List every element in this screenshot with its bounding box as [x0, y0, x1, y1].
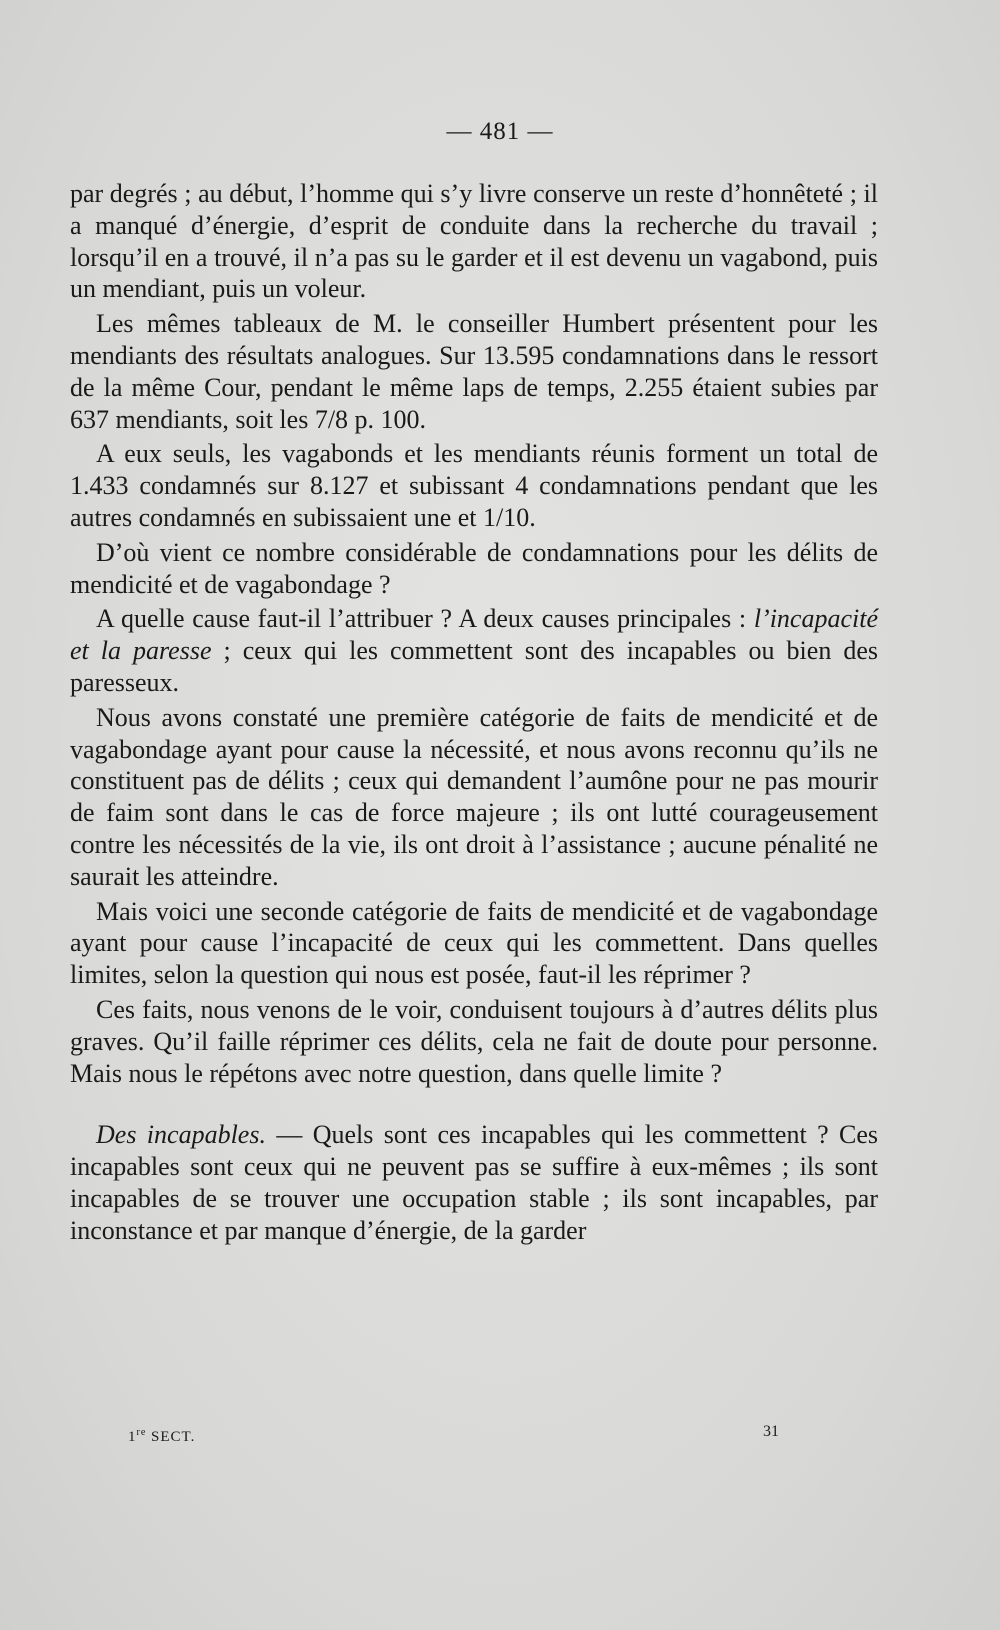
paragraph-5-italic: l’incapacité et la paresse: [70, 604, 878, 666]
paragraph-3: A eux seuls, les vagabonds et les mendiants réunis forment un total de 1.433 condamnés sur 8.127 et subissant 4 condamnations pendant que les autres condamnés en subissaient une et 1/10.: [70, 439, 878, 532]
paragraph-7: Mais voici une seconde catégorie de faits de mendicité et de vagabondage ayant pour cause l’incapacité de ceux qui les commettent. Dans quelles limites, selon la question qui nous est posée, faut-il les réprimer ?: [70, 896, 878, 990]
sheet-number: 31: [763, 1423, 779, 1440]
paragraph-6: Nous avons constaté une première catégorie de faits de mendicité et de vagabondage ayant pour cause la nécessité, et nous avons reconnu qu’ils ne constituent pas de délits ; ceux qui demandent l’aumône pour ne pas mourir de faim sont dans le cas de force majeure ; ils ont lutté courageusement contre les nécessités de la vie, ils ont droit à l’assistance ; aucune pénalité ne saurait les atteindre.: [70, 702, 878, 891]
section-heading: Des incapables.: [96, 1120, 266, 1150]
paragraph-5-lead: A quelle cause faut-il l’attribuer ? A deux causes principales :: [96, 604, 754, 634]
paragraph-5-rest: ; ceux qui les commettent sont des incapables ou bien des paresseux.: [70, 636, 878, 697]
signature-ordinal: 1: [128, 1429, 137, 1445]
body-text: [70, 178, 878, 1250]
signature-section: SECT.: [151, 1429, 196, 1445]
paragraph-2: Les mêmes tableaux de M. le conseiller Humbert présentent pour les mendiants des résultats analogues. Sur 13.595 condamnations dans le ressort de la même Cour, pendant le même laps de temps, 2.255 étaient subies par 637 mendiants, soit les 7/8 p. 100.: [70, 309, 878, 434]
paragraph-5: [70, 603, 878, 698]
paragraph-1: par degrés ; au début, l’homme qui s’y livre conserve un reste d’honnêteté ; il a manqué d’énergie, d’esprit de conduite dans la recherche du travail ; lorsqu’il en a trouvé, il n’a pas su le garder et il est devenu un vagabond, puis un mendiant, puis un voleur.: [70, 179, 878, 304]
paragraph-8: Ces faits, nous venons de le voir, conduisent toujours à d’autres délits plus graves. Qu’il faille réprimer ces délits, cela ne fait de doute pour personne. Mais nous le répétons avec notre question, dans quelle limite ?: [70, 994, 878, 1088]
page-footer: [0, 1423, 1000, 1453]
paragraph-9: [70, 1119, 878, 1246]
paragraph-9-text: — Quels sont ces incapables qui les commettent ? Ces incapables sont ceux qui ne peuvent pas se suffire à eux-mêmes ; ils sont incapables de se trouver une occupation stable ; ils sont incapables, par inconstance et par manque d’énergie, de la garder: [70, 1120, 878, 1245]
signature-mark: [128, 1427, 195, 1446]
page-number: — 481 —: [446, 118, 554, 145]
signature-ordinal-sup: re: [136, 1427, 147, 1438]
paragraph-4: D’où vient ce nombre considérable de condamnations pour les délits de mendicité et de vagabondage ?: [70, 537, 878, 599]
